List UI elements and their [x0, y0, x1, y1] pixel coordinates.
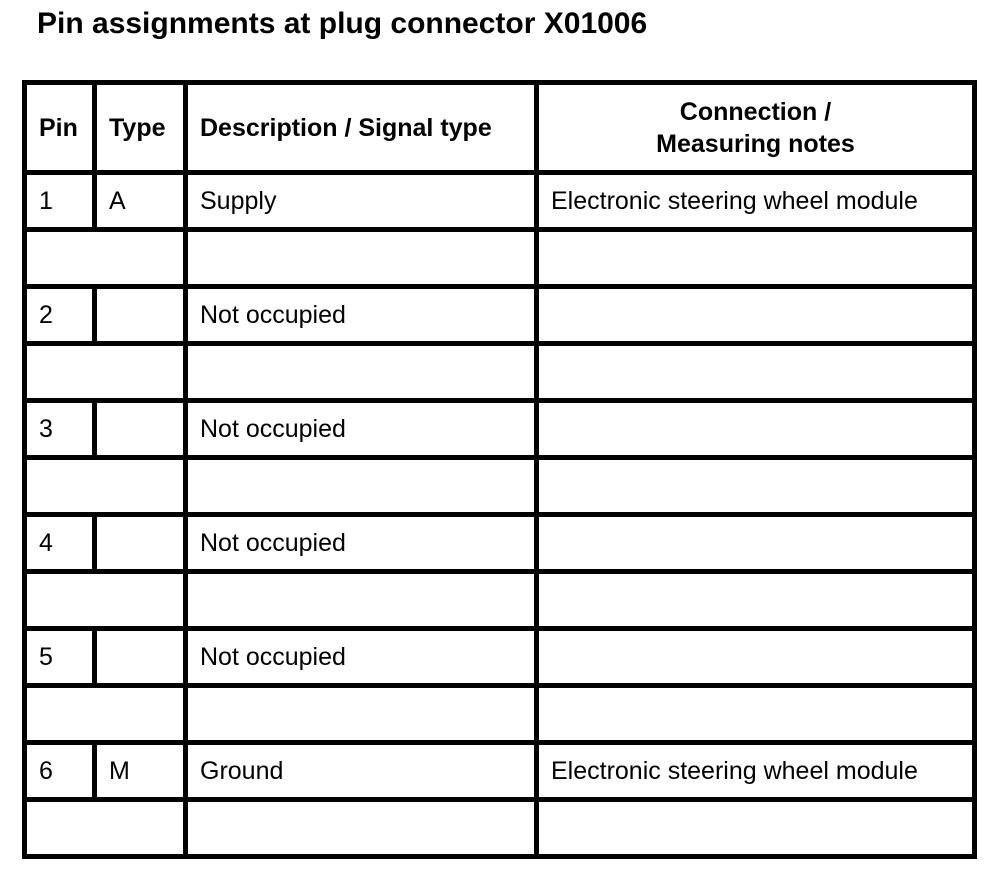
- pin-assignment-table: [22, 80, 977, 859]
- table-row-blank: [25, 686, 975, 743]
- cell-type: A: [95, 173, 186, 230]
- cell-blank: [25, 800, 186, 857]
- table-row: [25, 401, 975, 458]
- cell-blank: [25, 344, 186, 401]
- header-connection: [537, 83, 975, 173]
- table-row: [25, 743, 975, 800]
- page-title: Pin assignments at plug connector X01006: [37, 7, 648, 40]
- table-row-blank: [25, 572, 975, 629]
- table-row: [25, 287, 975, 344]
- cell-blank: [537, 800, 975, 857]
- header-connection-line1: Connection /: [679, 97, 832, 126]
- cell-pin: 4: [25, 515, 95, 572]
- cell-description: Not occupied: [186, 401, 537, 458]
- cell-blank: [25, 686, 186, 743]
- cell-connection: Electronic steering wheel module: [537, 743, 975, 800]
- cell-type: [95, 629, 186, 686]
- cell-blank: [186, 572, 537, 629]
- cell-connection: Electronic steering wheel module: [537, 173, 975, 230]
- cell-blank: [537, 344, 975, 401]
- cell-pin: 1: [25, 173, 95, 230]
- cell-type: [95, 515, 186, 572]
- header-type: Type: [95, 83, 186, 173]
- cell-blank: [186, 344, 537, 401]
- cell-description: Ground: [186, 743, 537, 800]
- cell-pin: 3: [25, 401, 95, 458]
- cell-blank: [25, 230, 186, 287]
- header-description: Description / Signal type: [186, 83, 537, 173]
- cell-connection: [537, 629, 975, 686]
- cell-blank: [186, 458, 537, 515]
- table-row: [25, 629, 975, 686]
- table-row: [25, 173, 975, 230]
- table-row-blank: [25, 344, 975, 401]
- cell-blank: [537, 458, 975, 515]
- cell-blank: [537, 572, 975, 629]
- cell-connection: [537, 287, 975, 344]
- cell-blank: [25, 572, 186, 629]
- header-pin: Pin: [25, 83, 95, 173]
- cell-blank: [186, 800, 537, 857]
- cell-connection: [537, 515, 975, 572]
- cell-blank: [537, 686, 975, 743]
- cell-description: Not occupied: [186, 629, 537, 686]
- cell-type: [95, 401, 186, 458]
- cell-connection: [537, 401, 975, 458]
- cell-description: Not occupied: [186, 287, 537, 344]
- cell-blank: [186, 686, 537, 743]
- cell-type: M: [95, 743, 186, 800]
- table-row-blank: [25, 800, 975, 857]
- table-row-blank: [25, 458, 975, 515]
- cell-pin: 5: [25, 629, 95, 686]
- cell-description: Not occupied: [186, 515, 537, 572]
- cell-type: [95, 287, 186, 344]
- cell-pin: 2: [25, 287, 95, 344]
- cell-pin: 6: [25, 743, 95, 800]
- table-row-blank: [25, 230, 975, 287]
- header-connection-line2: Measuring notes: [656, 129, 855, 158]
- table-header-row: [25, 83, 975, 173]
- table-row: [25, 515, 975, 572]
- cell-blank: [186, 230, 537, 287]
- cell-description: Supply: [186, 173, 537, 230]
- cell-blank: [25, 458, 186, 515]
- cell-blank: [537, 230, 975, 287]
